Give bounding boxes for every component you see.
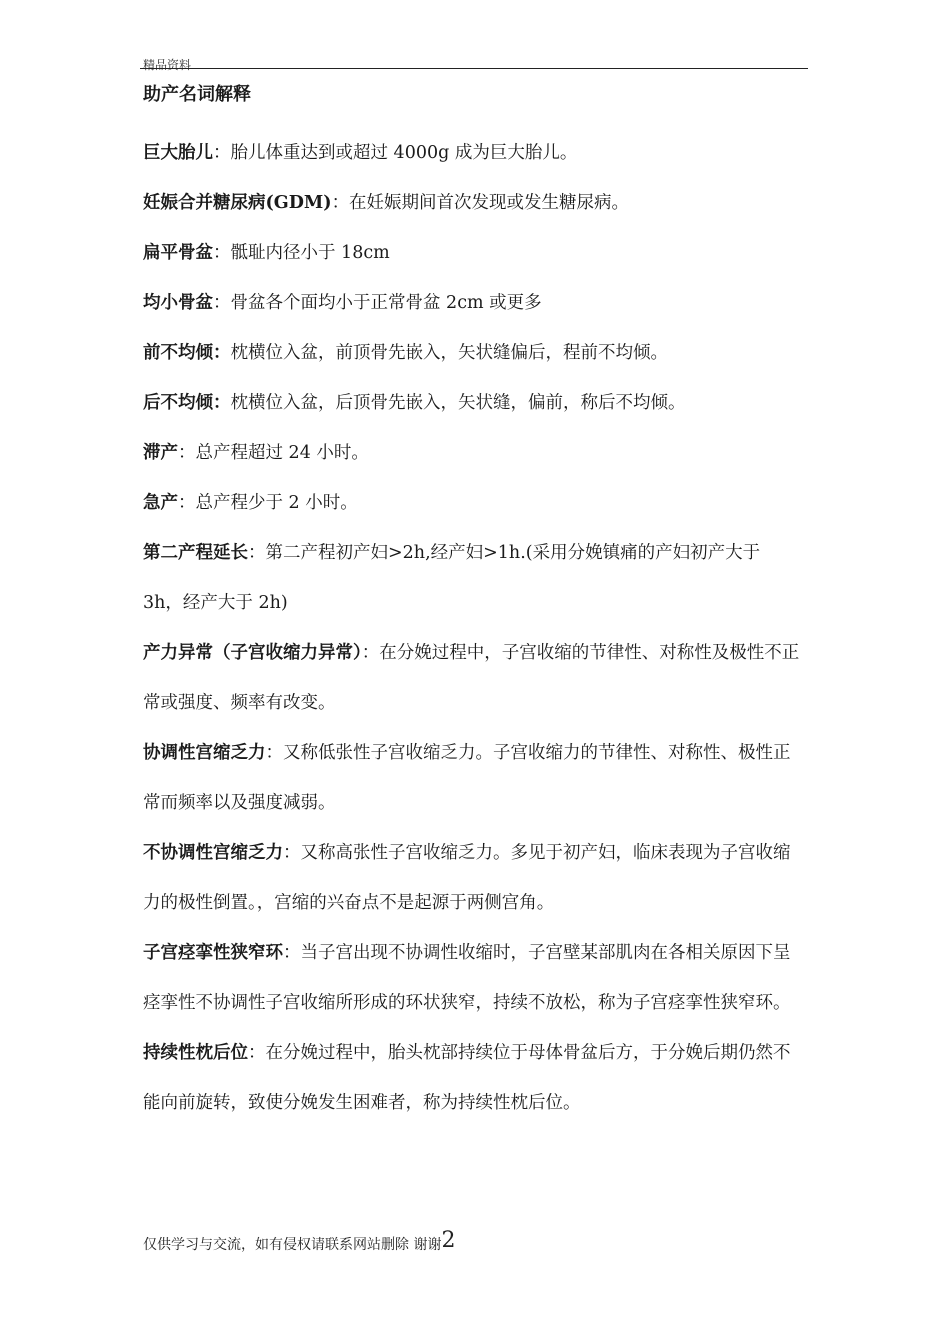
entry-term: 妊娠合并糖尿病(GDM) (143, 193, 332, 213)
entry-definition: 枕横位入盆，前顶骨先嵌入，矢状缝偏后，程前不均倾。 (230, 343, 668, 363)
definition-entry (143, 528, 803, 628)
definition-entry (143, 428, 803, 478)
entry-definition: ：当子宫出现不协调性收缩时，子宫壁某部肌肉在各相关原因下呈痉挛性不协调性子宫收缩所形成的环状狭窄，持续不放松，称为子宫痉挛性狭窄环。 (143, 943, 791, 1013)
entry-term: 不协调性宫缩乏力 (143, 843, 283, 863)
definition-list (143, 128, 803, 1128)
entry-term: 均小骨盆 (143, 293, 213, 313)
definition-entry (143, 128, 803, 178)
entry-term: 巨大胎儿 (143, 143, 213, 163)
definition-entry (143, 278, 803, 328)
entry-definition: ：又称高张性子宫收缩乏力。多见于初产妇，临床表现为子宫收缩力的极性倒置。，宫缩的兴奋点不是起源于两侧宫角。 (143, 843, 791, 913)
entry-term: 产力异常（子宫收缩力异常） (143, 643, 362, 663)
header-rule (140, 68, 808, 69)
definition-entry (143, 728, 803, 828)
definition-entry (143, 378, 803, 428)
entry-definition: ：在分娩过程中，胎头枕部持续位于母体骨盆后方，于分娩后期仍然不能向前旋转，致使分娩发生困难者，称为持续性枕后位。 (143, 1043, 791, 1113)
entry-term: 第二产程延长 (143, 543, 248, 563)
entry-term: 持续性枕后位 (143, 1043, 248, 1063)
entry-term: 前不均倾： (143, 343, 231, 363)
definition-entry (143, 478, 803, 528)
definition-entry (143, 1028, 803, 1128)
entry-term: 扁平骨盆 (143, 243, 213, 263)
page-footer (143, 1228, 455, 1254)
entry-definition: ：第二产程初产妇>2h,经产妇>1h.(采用分娩镇痛的产妇初产大于 3h，经产大于 2h) (143, 543, 761, 613)
entry-definition: ：在分娩过程中，子宫收缩的节律性、对称性及极性不正常或强度、频率有改变。 (143, 643, 800, 713)
entry-definition: ：骶耻内径小于 18cm (213, 243, 390, 263)
entry-definition: 枕横位入盆，后顶骨先嵌入，矢状缝，偏前，称后不均倾。 (230, 393, 686, 413)
definition-entry (143, 328, 803, 378)
definition-entry (143, 228, 803, 278)
entry-term: 滞产 (143, 443, 178, 463)
footer-disclaimer: 仅供学习与交流，如有侵权请联系网站删除 谢谢 (143, 1237, 442, 1253)
entry-definition: ：胎儿体重达到或超过 4000g 成为巨大胎儿。 (213, 143, 578, 163)
entry-term: 协调性宫缩乏力 (143, 743, 266, 763)
definition-entry (143, 928, 803, 1028)
entry-definition: ：总产程少于 2 小时。 (178, 493, 358, 513)
entry-term: 子宫痉挛性狭窄环 (143, 943, 283, 963)
entry-term: 后不均倾： (143, 393, 231, 413)
entry-definition: ：总产程超过 24 小时。 (178, 443, 369, 463)
page-number: 2 (441, 1228, 456, 1253)
definition-entry (143, 628, 803, 728)
document-title: 助产名词解释 (143, 84, 251, 105)
entry-definition: ：在妊娠期间首次发现或发生糖尿病。 (331, 193, 630, 213)
definition-entry (143, 178, 803, 228)
header-label: 精品资料 (143, 58, 192, 72)
definition-entry (143, 828, 803, 928)
entry-term: 急产 (143, 493, 178, 513)
entry-definition: ：又称低张性子宫收缩乏力。子宫收缩力的节律性、对称性、极性正常而频率以及强度减弱。 (143, 743, 791, 813)
entry-definition: ：骨盆各个面均小于正常骨盆 2cm 或更多 (213, 293, 542, 313)
